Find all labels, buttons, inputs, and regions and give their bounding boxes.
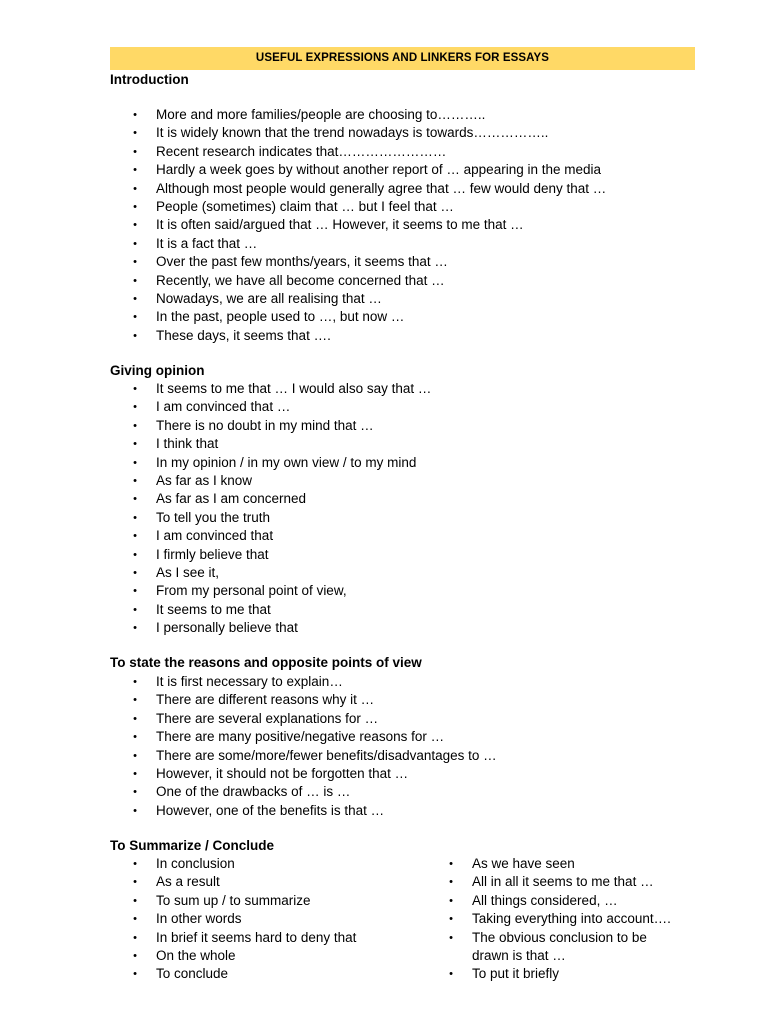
bullet-icon: • bbox=[449, 968, 453, 981]
list-item-continuation: drawn is that … bbox=[472, 948, 566, 964]
list-item: • To sum up / to summarize bbox=[130, 892, 356, 910]
bullet-icon: • bbox=[133, 694, 137, 707]
bullet-icon: • bbox=[133, 438, 137, 451]
document-title: USEFUL EXPRESSIONS AND LINKERS FOR ESSAYS bbox=[110, 47, 695, 70]
bullet-icon: • bbox=[133, 511, 137, 524]
list-item: • Recent research indicates that…………………… bbox=[130, 143, 606, 161]
list-item: • In the past, people used to …, but now … bbox=[130, 308, 606, 326]
list-item: • The obvious conclusion to be drawn is that … bbox=[446, 929, 671, 966]
heading-introduction: Introduction bbox=[110, 72, 189, 87]
list-item: • To put it briefly bbox=[446, 965, 671, 983]
bullet-icon: • bbox=[133, 858, 137, 870]
bullet-icon: • bbox=[449, 894, 453, 907]
list-item: • To tell you the truth bbox=[130, 509, 431, 527]
bullet-icon: • bbox=[133, 109, 137, 121]
bullet-icon: • bbox=[133, 164, 137, 177]
list-item: • There are many positive/negative reasons for … bbox=[130, 728, 497, 746]
bullet-icon: • bbox=[133, 311, 137, 324]
list-item: • I think that bbox=[130, 435, 431, 453]
bullet-icon: • bbox=[133, 127, 137, 140]
list-item: • These days, it seems that …. bbox=[130, 327, 606, 345]
heading-summarize: To Summarize / Conclude bbox=[110, 838, 275, 853]
list-item: • However, it should not be forgotten that … bbox=[130, 765, 497, 783]
bullet-icon: • bbox=[133, 876, 137, 889]
bullet-icon: • bbox=[133, 585, 137, 598]
bullet-icon: • bbox=[133, 456, 137, 469]
bullet-icon: • bbox=[449, 913, 453, 926]
list-item: • As a result bbox=[130, 873, 356, 891]
list-item: • In other words bbox=[130, 910, 356, 928]
list-reasons bbox=[130, 673, 497, 820]
list-item: • In brief it seems hard to deny that bbox=[130, 929, 356, 947]
bullet-icon: • bbox=[133, 201, 137, 214]
list-item: • Hardly a week goes by without another report of … appearing in the media bbox=[130, 161, 606, 179]
list-item: • As far as I am concerned bbox=[130, 490, 431, 508]
bullet-icon: • bbox=[133, 913, 137, 926]
list-item: • It seems to me that … I would also say that … bbox=[130, 380, 431, 398]
bullet-icon: • bbox=[133, 475, 137, 488]
bullet-icon: • bbox=[133, 749, 137, 762]
list-item: • There are some/more/fewer benefits/disadvantages to … bbox=[130, 747, 497, 765]
list-item: • Although most people would generally agree that … few would deny that … bbox=[130, 180, 606, 198]
list-item: • There are several explanations for … bbox=[130, 710, 497, 728]
bullet-icon: • bbox=[133, 603, 137, 616]
bullet-icon: • bbox=[133, 237, 137, 250]
bullet-icon: • bbox=[133, 493, 137, 506]
list-item: • One of the drawbacks of … is … bbox=[130, 783, 497, 801]
bullet-icon: • bbox=[133, 293, 137, 306]
list-item: • I am convinced that bbox=[130, 527, 431, 545]
heading-reasons: To state the reasons and opposite points of view bbox=[110, 655, 422, 670]
list-item: • I firmly believe that bbox=[130, 546, 431, 564]
list-item: • In conclusion bbox=[130, 855, 356, 873]
bullet-icon: • bbox=[133, 894, 137, 907]
list-summarize-right bbox=[446, 855, 671, 984]
bullet-icon: • bbox=[133, 401, 137, 414]
bullet-icon: • bbox=[133, 676, 137, 688]
list-item: • As I see it, bbox=[130, 564, 431, 582]
bullet-icon: • bbox=[133, 530, 137, 543]
bullet-icon: • bbox=[133, 950, 137, 963]
bullet-icon: • bbox=[133, 786, 137, 799]
list-item: • Nowadays, we are all realising that … bbox=[130, 290, 606, 308]
list-item: • On the whole bbox=[130, 947, 356, 965]
bullet-icon: • bbox=[133, 768, 137, 781]
bullet-icon: • bbox=[133, 182, 137, 195]
list-item: • There is no doubt in my mind that … bbox=[130, 417, 431, 435]
list-item: • To conclude bbox=[130, 965, 356, 983]
list-item: • From my personal point of view, bbox=[130, 582, 431, 600]
bullet-icon: • bbox=[133, 219, 137, 232]
bullet-icon: • bbox=[133, 419, 137, 432]
bullet-icon: • bbox=[133, 622, 137, 635]
list-item: • Recently, we have all become concerned that … bbox=[130, 272, 606, 290]
bullet-icon: • bbox=[133, 968, 137, 981]
bullet-icon: • bbox=[133, 731, 137, 744]
bullet-icon: • bbox=[133, 712, 137, 725]
list-item: • As far as I know bbox=[130, 472, 431, 490]
bullet-icon: • bbox=[133, 567, 137, 580]
list-item: • It seems to me that bbox=[130, 601, 431, 619]
bullet-icon: • bbox=[133, 274, 137, 287]
list-item: • People (sometimes) claim that … but I feel that … bbox=[130, 198, 606, 216]
list-item: • I am convinced that … bbox=[130, 398, 431, 416]
list-item: • In my opinion / in my own view / to my mind bbox=[130, 454, 431, 472]
list-item: • All things considered, … bbox=[446, 892, 671, 910]
list-item: • All in all it seems to me that … bbox=[446, 873, 671, 891]
list-summarize-left bbox=[130, 855, 356, 984]
list-giving-opinion bbox=[130, 380, 431, 638]
list-introduction bbox=[130, 106, 606, 345]
list-item: • Taking everything into account…. bbox=[446, 910, 671, 928]
list-item: • It is first necessary to explain… bbox=[130, 673, 497, 691]
heading-giving-opinion: Giving opinion bbox=[110, 363, 205, 378]
bullet-icon: • bbox=[133, 931, 137, 944]
bullet-icon: • bbox=[133, 548, 137, 561]
list-item: • I personally believe that bbox=[130, 619, 431, 637]
bullet-icon: • bbox=[449, 858, 453, 870]
list-item: • More and more families/people are choosing to……….. bbox=[130, 106, 606, 124]
list-item: • It is a fact that … bbox=[130, 235, 606, 253]
list-item: • Over the past few months/years, it seems that … bbox=[130, 253, 606, 271]
bullet-icon: • bbox=[133, 256, 137, 269]
bullet-icon: • bbox=[133, 383, 137, 395]
list-item: • However, one of the benefits is that … bbox=[130, 802, 497, 820]
bullet-icon: • bbox=[449, 931, 453, 944]
list-item: • It is often said/argued that … However, it seems to me that … bbox=[130, 216, 606, 234]
list-item: • There are different reasons why it … bbox=[130, 691, 497, 709]
list-item: • As we have seen bbox=[446, 855, 671, 873]
list-item: • It is widely known that the trend nowadays is towards…………….. bbox=[130, 124, 606, 142]
bullet-icon: • bbox=[133, 145, 137, 158]
bullet-icon: • bbox=[133, 804, 137, 817]
bullet-icon: • bbox=[133, 329, 137, 342]
bullet-icon: • bbox=[449, 876, 453, 889]
